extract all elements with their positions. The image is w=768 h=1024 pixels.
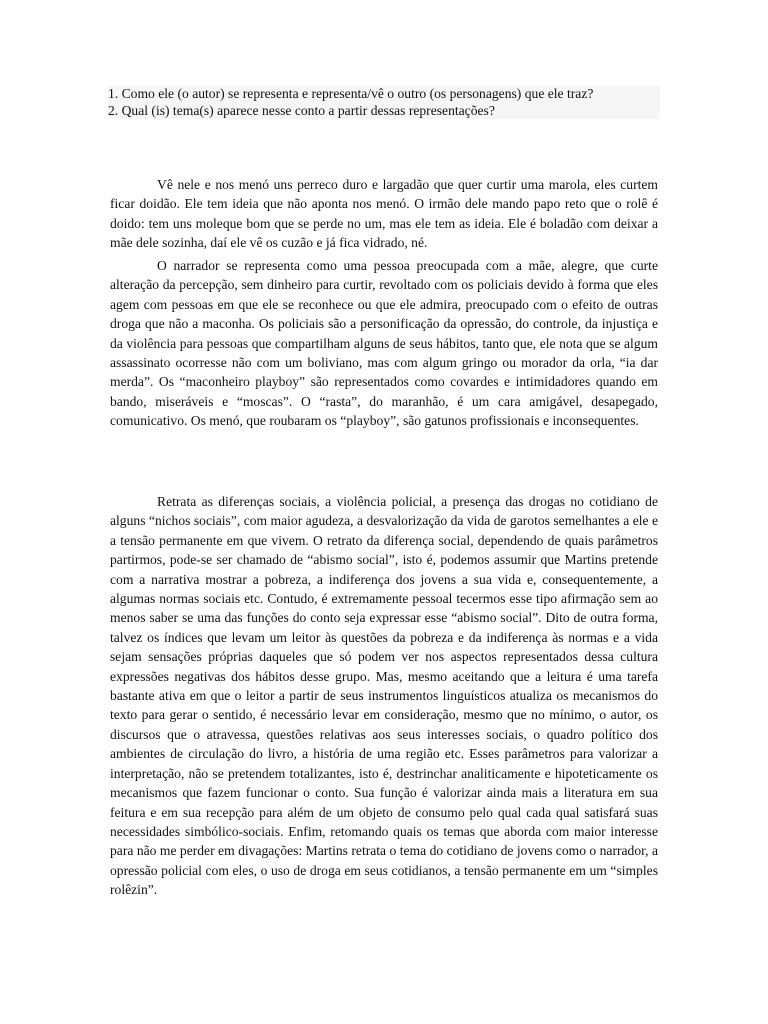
paragraph-representation: O narrador se representa como uma pessoa preocupada com a mãe, alegre, que curte alteração da percepção, sem dinheiro para curtir, revoltado com os policiais devido à forma que eles agem com pessoas em que ele se reconhece ou que ele admira, preocupado com o efeito de outras droga que não a maconha. Os policiais são a personificação da opressão, do controle, da injustiça e da violência para pessoas que compartilham alguns de seus hábitos, tanto que, ele nota que se algum assassinato ocorresse não com um boliviano, mas com algum gringo ou morador da orla, “ia dar merda”. Os “maconheiro playboy” são representados como covardes e intimidadores quando em bando, miseráveis e “moscas”. O “rasta”, do maranhão, é um cara amigável, desapegado, comunicativo. Os menó, que roubaram os “playboy”, são gatunos profissionais e inconsequentes. bbox=[110, 258, 658, 429]
questions-block bbox=[108, 86, 660, 119]
paragraph-slang-summary: Vê nele e nos menó uns perreco duro e largadão que quer curtir uma marola, eles curtem ficar doidão. Ele tem ideia que não aponta nos menó. O irmão dele mando papo reto que o rolê é doido: tem uns moleque bom que se perde no um, mas ele tem as ideia. Ele é boladão com deixar a mãe dele sozinha, daí ele vê os cuzão e já fica vidrado, né. bbox=[110, 177, 658, 251]
paragraph-themes: Retrata as diferenças sociais, a violência policial, a presença das drogas no cotidiano de alguns “nichos sociais”, com maior agudeza, a desvalorização da vida de garotos semelhantes a ele e a tensão permanente em que vivem. O retrato da diferença social, dependendo de quais parâmetros partirmos, pode-se ser chamado de “abismo social”, isto é, podemos assumir que Martins pretende com a narrativa mostrar a pobreza, a indiferença dos jovens a sua vida e, consequentemente, a algumas normas sociais etc. Contudo, é extremamente pessoal tecermos esse tipo afirmação sem ao menos saber se uma das funções do conto seja expressar esse “abismo social”. Dito de outra forma, talvez os índices que levam um leitor às questões da pobreza e da indiferença às normas e a vida sejam sensações próprias daqueles que só podem ver nos aspectos representados dessa cultura expressões negativas dos hábitos desse grupo. Mas, mesmo aceitando que a leitura é uma tarefa bastante ativa em que o leitor a partir de seus instrumentos linguísticos atualiza os mecanismos do texto para gerar o sentido, é necessário levar em consideração, mesmo que no mínimo, o autor, os discursos que o atravessa, questões relativas aos seus interesses sociais, o quadro político dos ambientes de circulação do livro, a história de uma região etc. Esses parâmetros para valorizar a interpretação, não se pretendem totalizantes, isto é, destrinchar analiticamente e hipoteticamente os mecanismos que fazem funcionar o conto. Sua função é valorizar ainda mais a literatura em sua feitura e em sua recepção para além de um objeto de consumo pelo qual cada qual satisfará suas necessidades simbólico-sociais. Enfim, retomando quais os temas que aborda com maior interesse para não me perder em divagações: Martins retrata o tema do cotidiano de jovens como o narrador, a opressão policial com eles, o uso de droga em seus cotidianos, a tensão permanente em um “simples rolêzin”. bbox=[110, 494, 658, 898]
question-1: 1. Como ele (o autor) se representa e representa/vê o outro (os personagens) que ele traz? bbox=[108, 86, 594, 101]
question-2: 2. Qual (is) tema(s) aparece nesse conto a partir dessas representações? bbox=[108, 102, 495, 118]
